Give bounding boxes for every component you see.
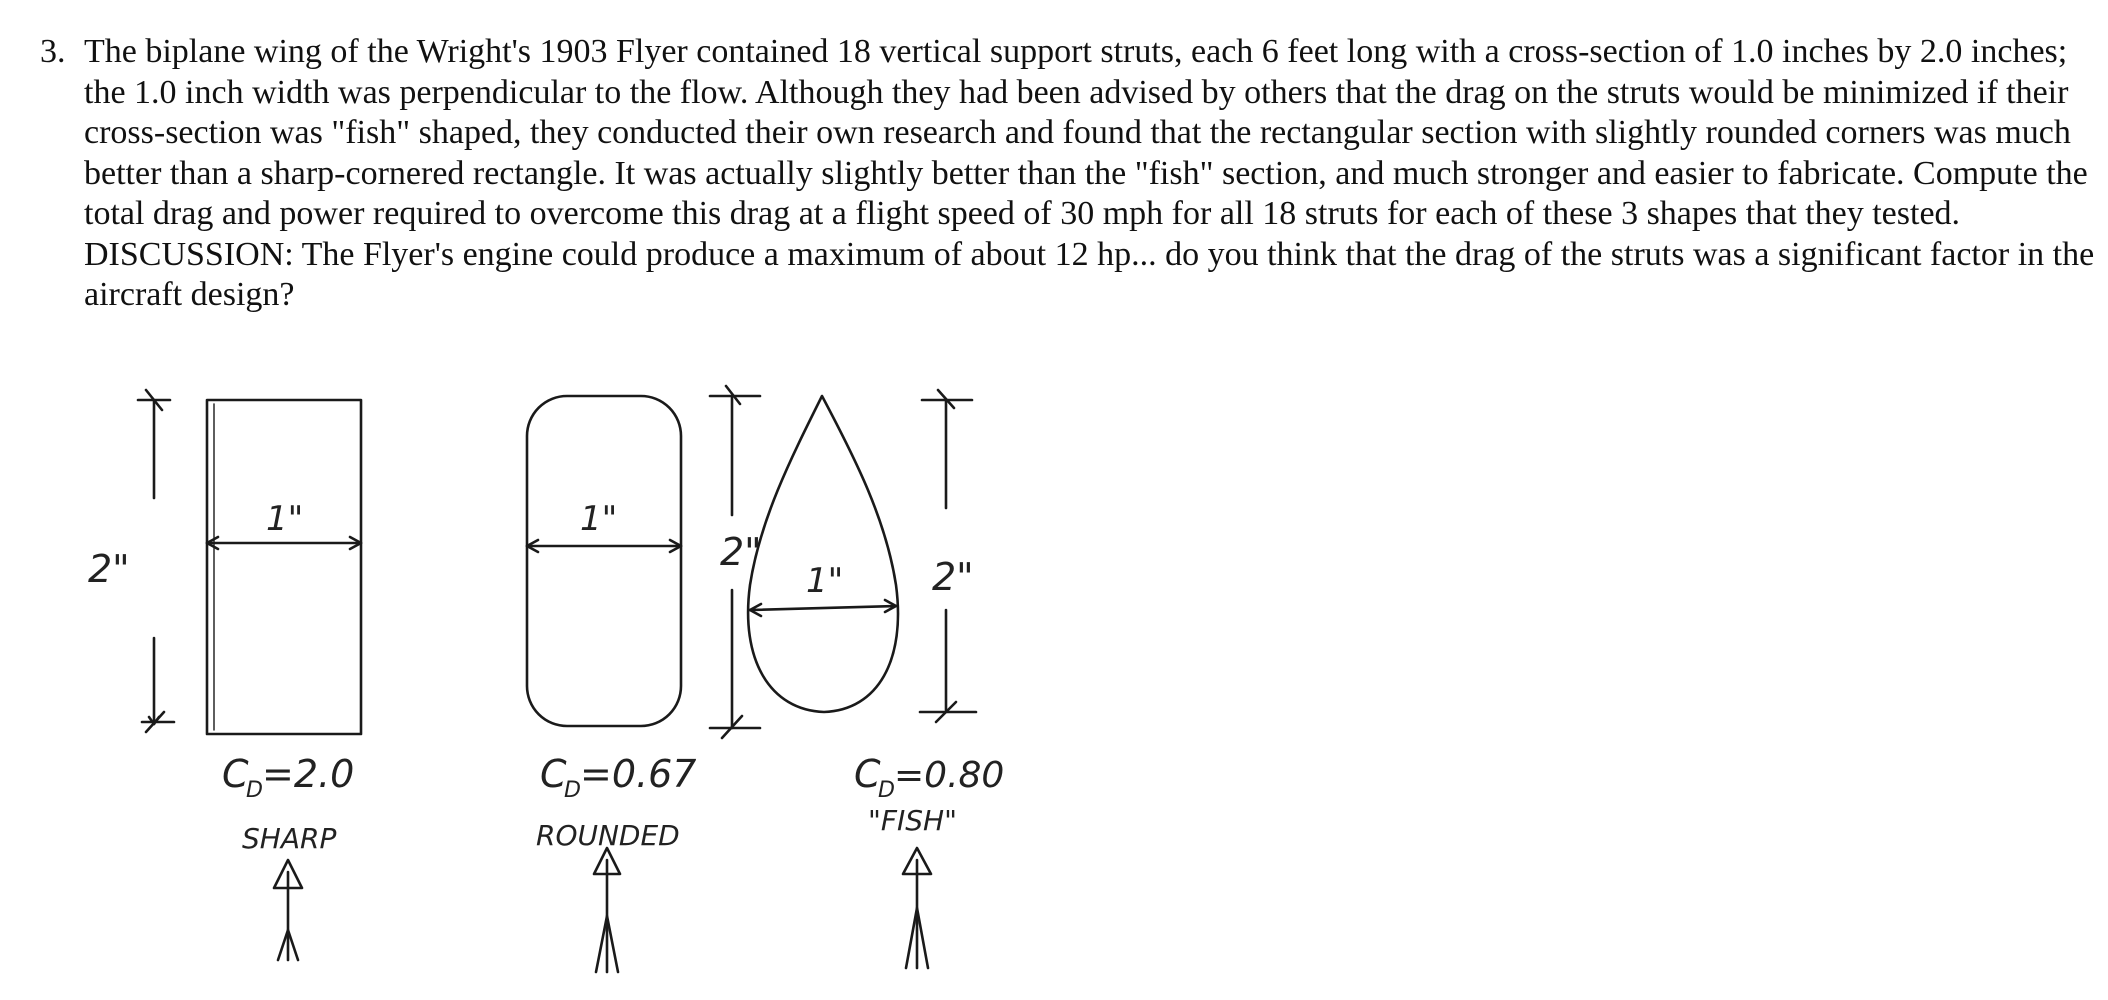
rounded-cd-symbol: C [540,752,567,796]
rounded-height-label: 2" [720,530,762,574]
fish-width-line [750,606,896,610]
sharp-cd-value: =2.0 [262,752,355,796]
flow-arrow-rounded [594,848,620,972]
fish-cd-subscript: D [878,778,895,803]
rounded-caption: ROUNDED [536,819,680,852]
sharp-cd-symbol: C [222,752,249,796]
sharp-height-label: 2" [88,547,130,591]
strut-cross-section-figure [70,360,1120,990]
rounded-cd-value: =0.67 [580,752,697,796]
fish-outline [748,396,898,712]
problem-body [84,32,2100,316]
discussion-question: DISCUSSION: The Flyer's engine could produce a maximum of about 12 hp... do you think that the drag of the struts was a significant factor in the aircraft design? [84,235,2095,313]
fish-cd-value: =0.80 [894,755,1005,796]
sharp-rectangle-outline [207,400,361,734]
rounded-rectangle-outline [527,396,681,726]
sharp-caption: SHARP [242,822,337,855]
flow-arrow-fish [903,848,931,968]
problem-statement: The biplane wing of the Wright's 1903 Flyer contained 18 vertical support struts, each 6 feet long with a cross-section of 1.0 inches by 2.0 inches; the 1.0 inch width was perpendicular to the flow. Although they had been advised by others that the drag on the struts would be minimized if their cross-section was "fish" shaped, they conducted their own research and found that the rectangular section with slightly rounded corners was much better than a sharp-cornered rectangle. It was actually slightly better than the "fish" section, and much stronger and easier to fabricate. Compute the total drag and power required to overcome this drag at a flight speed of 30 mph for all 18 struts for each of these 3 shapes that they tested. [84,33,2088,232]
problem-number: 3. [40,33,66,70]
figure-svg [70,360,1120,990]
rounded-width-label: 1" [580,499,618,539]
fish-cd-symbol: C [854,752,881,796]
sharp-width-label: 1" [266,499,304,539]
flow-arrow-sharp [274,860,302,960]
fish-height-label: 2" [932,555,974,599]
sharp-shape [138,390,361,734]
sharp-cd-subscript: D [246,778,263,803]
problem-text [40,32,2100,316]
rounded-cd-subscript: D [564,778,581,803]
fish-width-label: 1" [806,561,844,601]
fish-caption: "FISH" [868,804,957,837]
